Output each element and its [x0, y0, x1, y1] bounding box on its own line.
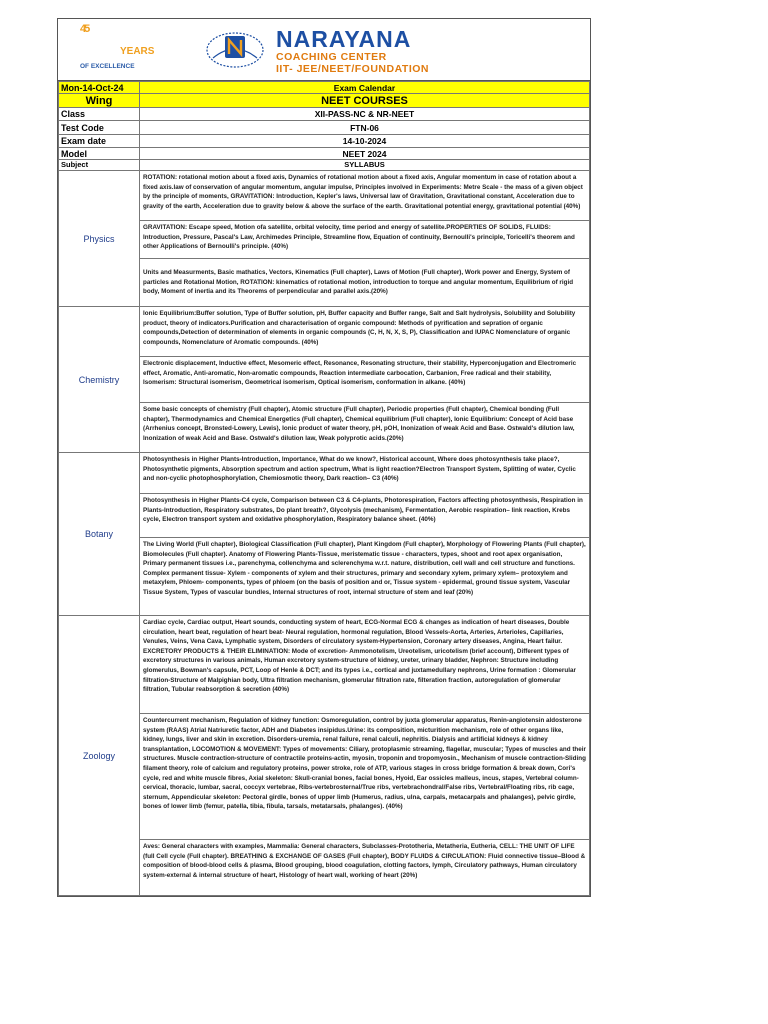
brand-line-3: IIT- JEE/NEET/FOUNDATION	[276, 63, 429, 75]
subject-label: Subject	[59, 160, 140, 171]
exam-calendar-sheet	[57, 18, 591, 897]
test-code-label: Test Code	[59, 121, 140, 135]
exam-date-cell: Mon-14-Oct-24	[59, 82, 140, 94]
class-value: XII-PASS-NC & NR-NEET	[140, 108, 590, 121]
subject-chemistry: Chemistry	[59, 307, 140, 453]
anniversary-number: 45	[80, 23, 89, 35]
anniversary-logo	[80, 25, 160, 73]
model-value: NEET 2024	[140, 148, 590, 160]
calendar-title: Exam Calendar	[140, 82, 590, 94]
brand-name: NARAYANA	[276, 26, 412, 52]
brand-block	[276, 27, 429, 75]
anniversary-years: YEARS	[120, 46, 155, 57]
syllabus-row: Electronic displacement, Inductive effect, Mesomeric effect, Resonance, Resonating structure, their stability, Hyperconjugation and Electromeric effect, Aromatic, Anti-aromatic, Non-aromatic compounds, Reaction intermediate carbocation, Carbanion, Free radical and their stability, Isomerism: Structural isomerism, Geometrical isomerism, Optical isomerism, conformation in alkane. (40%)	[140, 357, 590, 403]
exam-date-value: 14-10-2024	[140, 135, 590, 148]
exam-table	[58, 81, 590, 896]
subject-botany: Botany	[59, 453, 140, 616]
brand-line-2: COACHING CENTER	[276, 51, 387, 63]
wing-value: NEET COURSES	[140, 94, 590, 108]
syllabus-row: Units and Measurments, Basic mathatics, Vectors, Kinematics (Full chapter), Laws of Motion (Full chapter), Work power and Energy, System of particles and Rotational Motion, ROTATION: kinematics of rotational motion, introduction to torque and angular momentum, Equilibrium of rigid body, Moment of inertia and its Theorems of perpendicular and parallel axis.(20%)	[140, 259, 590, 307]
subject-physics: Physics	[59, 171, 140, 307]
class-label: Class	[59, 108, 140, 121]
syllabus-row: Some basic concepts of chemistry (Full chapter), Atomic structure (Full chapter), Periodic properties (Full chapter), Chemical bonding (Full chapter), Thermodynamics and Chemical Energetics (Full chapter), Chemical equilibrium (Full chapter), Ionic Equilibrium: Concept of Acid base (Arrhenius concept, Bronsted-Lowery, Lewis), Ionic product of water theory, pH, pOH, Inonization of weak Acid and Base. Ostwald's dilution law, Inonization of weak Acid and Base. Ostwald's dilution law, Weak polyprotic acids.(20%)	[140, 403, 590, 453]
syllabus-row: ROTATION: rotational motion about a fixed axis, Dynamics of rotational motion about a fixed axis, Angular momentum in case of rotation about a fixed axis.law of conservation of angular momentum, angular impulse, Principles involved in Experiments: Metre Scale - the mass of a given object by the principle of moments, GRAVITATION: Introduction, Kepler's laws, Universal law of Gravitation, Gravitational constant, Acceleration due to gravity of the earth, Acceleration due to gravity below & above the surface of the earth. Gravitational potential energy, gravitational potential (40%)	[140, 171, 590, 221]
header	[58, 19, 590, 81]
syllabus-row: Photosynthesis in Higher Plants-C4 cycle, Comparison between C3 & C4-plants, Photorespiration, Factors affecting photosynthesis, Respiration in Plants-Introduction, Respiratory substrates, Do plant breath?, Glycolysis (mechanism), Fermentation, Aerobic respiration– link reaction, Krebs cycle, Electron transport system and oxidative phosphorylation, Respiratory balance sheet. (40%)	[140, 494, 590, 538]
exam-date-label: Exam date	[59, 135, 140, 148]
syllabus-row: Aves: General characters with examples, Mammalia: General characters, Subclasses-Prototheria, Metatheria, Eutheria, CELL: THE UNIT OF LIFE (full Cell cycle (Full chapter). BREATHING & EXCHANGE OF GASES (Full chapter), BODY FLUIDS & CIRCULATION: Fluid connective tissue–Blood & composition of blood-blood cells & plasma, Blood grouping, blood coagulation, clotting factors, lymph, Circulatory pathways, Human circulatory system-external & internal structure of heart, Histology of heart wall, working of heart (20%)	[140, 840, 590, 896]
syllabus-row: Cardiac cycle, Cardiac output, Heart sounds, conducting system of heart, ECG-Normal ECG & changes as indication of heart diseases, Double circulation, heart beat, regulation of heart beat- Neural regulation, hormonal regulation, Blood Vessels-Aorta, Arteries, Arterioles, Capillaries, Venules, Veins, Vena Cava, Lymphatic system, Disorders of circulatory system-Hypertension, Coronary artery diseases, Angina, Heart failur. EXCRETORY PRODUCTS & THEIR ELIMINATION: Mode of excretion- Ammonotelism, Ureotelism, uricotelism (brief account), Different types of excretory structures in various animals, Human excretory system-structure of kidney, ureter, urinary bladder, Nephron: Structure including glomerulus, Bowman's capsule, PCT, Loop of Henle & DCT; and its types i.e., cortical and juxtamedullary nephrons, Urine formation : Glomerular filtration-Structure of Malpighian body, Ultra filtration mechanism, glomerular filtration rate, filteration fraction, autoregulation of glomerular filtration, Tubular reabsorption & secretion (40%)	[140, 616, 590, 714]
subject-zoology: Zoology	[59, 616, 140, 896]
narayana-emblem-icon	[203, 28, 267, 68]
syllabus-row: GRAVITATION: Escape speed, Motion ofa satellite, orbital velocity, time period and energy of satellite.PROPERTIES OF SOLIDS, FLUIDS: Introduction, Pressure, Pascal's Law, Archimedes Principle, Streamline flow, Equation of continuity, Bernoulli's principle, Toricelli's theorem and other Applications of Bernoulli's principle. (40%)	[140, 221, 590, 259]
syllabus-row: Ionic Equilibrium:Buffer solution, Type of Buffer solution, pH, Buffer capacity and Buffer range, Salt and Salt hydrolysis, Solubility and Solubility product, theory of indicators.Purification and characterisation of organic compound: Methods of pyrification and sepration of organic compounds,Detection of determination of elements in organic compounds (C, H, N, X, S, P), Classification and IUPAC Nomenclature of organic compounds, Nomenclature of Aromatic compounds. (40%)	[140, 307, 590, 357]
test-code-value: FTN-06	[140, 121, 590, 135]
anniversary-subtitle: OF EXCELLENCE	[80, 63, 135, 70]
syllabus-row: Photosynthesis in Higher Plants-Introduction, Importance, What do we know?, Historical account, Where does photosynthesis take place?, Photosynthetic pigments, Absorption spectrum and action spectrum, What is light reaction?Electron Transport System, Splitting of water, Cyclic and non-cyclic photophosphorylation, Chemiosmotic theory, Dark reaction– C3 (40%)	[140, 453, 590, 494]
syllabus-row: The Living World (Full chapter), Biological Classification (Full chapter), Plant Kingdom (Full chapter), Morphology of Flowering Plants (Full chapter), Biomolecules (Full chapter). Anatomy of Flowering Plants-Tissue, meristematic tissue - characters, types, shoot and root apex organisation, Primary permanent tissues i.e., parenchyma, collenchyma and sclerenchyma w.r.t. nature, distribution, cell wall and cell structure and functions. Complex permanent tissue- Xylem - components of xylem and their structures, primary and secondary xylem, primary xylem– protoxylem and metaxylem, Phloem- components, types of phloem (on the basis of position and or, Tissue system - epidermal, ground tissue system, Vascular Tissue System, Types of vascular bundles, Internal structures of root, internal structure of stem and leaf (20%)	[140, 538, 590, 616]
wing-label: Wing	[59, 94, 140, 108]
syllabus-row: Countercurrent mechanism, Regulation of kidney function: Osmoregulation, control by juxta glomerular apparatus, Renin-angiotensin aldosterone system (RAAS) Atrial Natriuretic factor, ADH and Diabetes insipidus.Urine: its composition, micturition mechanism, role of other organs like, kidney, lungs, liver and skin in excretion. Disorders-uremia, renal failure, renal calculi, nephritis. Dialysis and artificial kidneys & kidney transplantation, LOCOMOTION & MOVEMENT: Types of movements: Ciliary, protoplasmic streaming, flagellar, muscular; Types of muscles and their structures. Muscle contraction-structure of contractile proteins-actin, myosin, troponin and tropomyosin., Mechanism of muscle contraction-Sliding filament theory, role of calcium and regulatory proteins, power stroke, role of ATP, various stages in cross bridge formation & break down, Cori's cycle, red and white muscle fibres, Axial skeleton: Skull-cranial bones, facial bones, Hyoid, Ear ossicles malleus, incus, stapes, Vertebral column-cervical, thoracic, lumbar, sacral, coccyx vertebrae, Ribs-vertebrosternal/True ribs, vertebrachondral/False ribs, Vertebral/Floating ribs, rib cage, sternum, Appendicular skeleton: Pectoral girdle, bones of upper limb (Humerus, radius, ulna, carpals, metacarpals and phalanges), pelvic girdle, bones of lower limb (femur, patella, tibia, fibula, tarsals, metatarsals, phalanges). (40%)	[140, 714, 590, 840]
model-label: Model	[59, 148, 140, 160]
syllabus-label: SYLLABUS	[140, 160, 590, 171]
